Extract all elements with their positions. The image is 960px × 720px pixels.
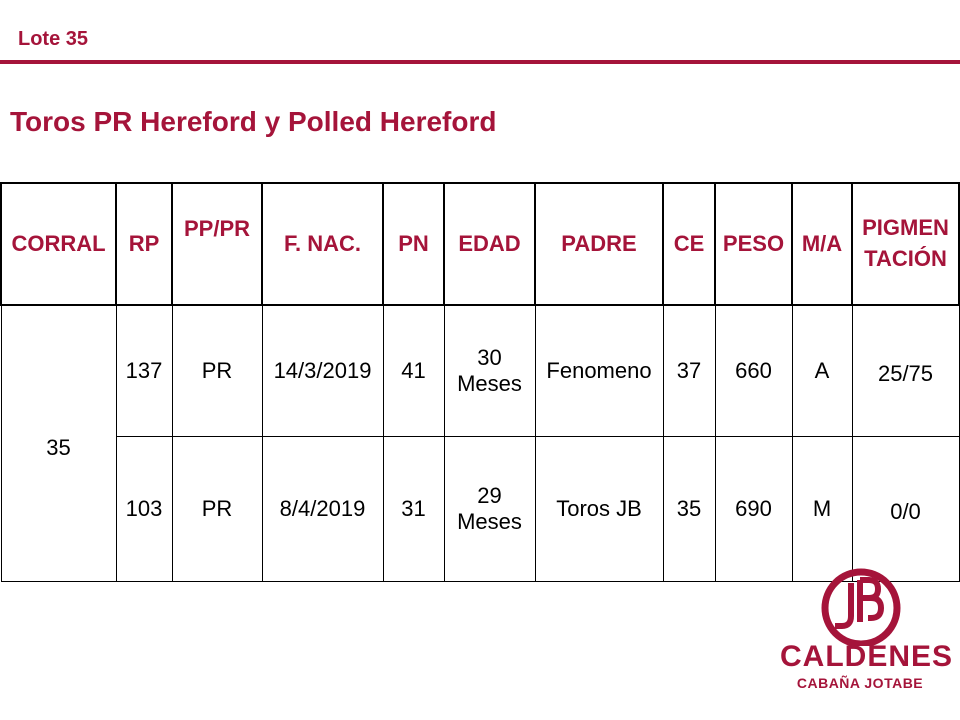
table-header-row bbox=[1, 183, 959, 305]
cell-rp: 137 bbox=[116, 305, 172, 437]
cell-edad-number: 30 bbox=[477, 344, 502, 370]
page-title: Toros PR Hereford y Polled Hereford bbox=[10, 106, 497, 137]
cell-pp-pr: PR bbox=[172, 305, 262, 437]
cell-f-nac: 14/3/2019 bbox=[262, 305, 383, 437]
header-peso: PESO bbox=[715, 183, 792, 305]
cell-m-a: M bbox=[792, 437, 852, 582]
header-pigmentacion-line1: PIGMEN bbox=[862, 215, 949, 241]
header-pigmentacion bbox=[852, 183, 959, 305]
cell-edad bbox=[444, 437, 535, 582]
logo-name: CALDENES bbox=[780, 640, 954, 673]
table-row bbox=[1, 437, 959, 582]
cell-ce: 35 bbox=[663, 437, 715, 582]
cell-pigmentacion: 25/75 bbox=[852, 305, 959, 437]
cell-padre: Fenomeno bbox=[535, 305, 663, 437]
cell-f-nac: 8/4/2019 bbox=[262, 437, 383, 582]
lot-label: Lote 35 bbox=[18, 28, 89, 50]
cell-pigmentacion: 0/0 bbox=[852, 437, 959, 582]
cell-padre: Toros JB bbox=[535, 437, 663, 582]
header-f-nac: F. NAC. bbox=[262, 183, 383, 305]
cell-pp-pr: PR bbox=[172, 437, 262, 582]
cell-edad bbox=[444, 305, 535, 437]
cell-corral: 35 bbox=[1, 305, 116, 582]
logo-subtitle: CABAÑA JOTABE bbox=[796, 675, 924, 691]
cell-pn: 41 bbox=[383, 305, 444, 437]
header-divider bbox=[0, 60, 960, 64]
header-rp: RP bbox=[116, 183, 172, 305]
header-pigmentacion-line2: TACIÓN bbox=[864, 246, 947, 271]
cell-pn: 31 bbox=[383, 437, 444, 582]
bulls-table bbox=[0, 182, 960, 582]
header-ce: CE bbox=[663, 183, 715, 305]
header-corral: CORRAL bbox=[1, 183, 116, 305]
header-pp-pr: PP/PR bbox=[172, 183, 262, 305]
cell-edad-unit: Meses bbox=[457, 371, 522, 396]
cell-rp: 103 bbox=[116, 437, 172, 582]
header-padre: PADRE bbox=[535, 183, 663, 305]
cell-ce: 37 bbox=[663, 305, 715, 437]
cell-peso: 690 bbox=[715, 437, 792, 582]
cell-edad-number: 29 bbox=[477, 482, 502, 508]
cell-edad-unit: Meses bbox=[457, 509, 522, 534]
header-m-a: M/A bbox=[792, 183, 852, 305]
cell-m-a: A bbox=[792, 305, 852, 437]
table-row bbox=[1, 305, 959, 437]
header-pn: PN bbox=[383, 183, 444, 305]
cell-peso: 660 bbox=[715, 305, 792, 437]
header-edad: EDAD bbox=[444, 183, 535, 305]
